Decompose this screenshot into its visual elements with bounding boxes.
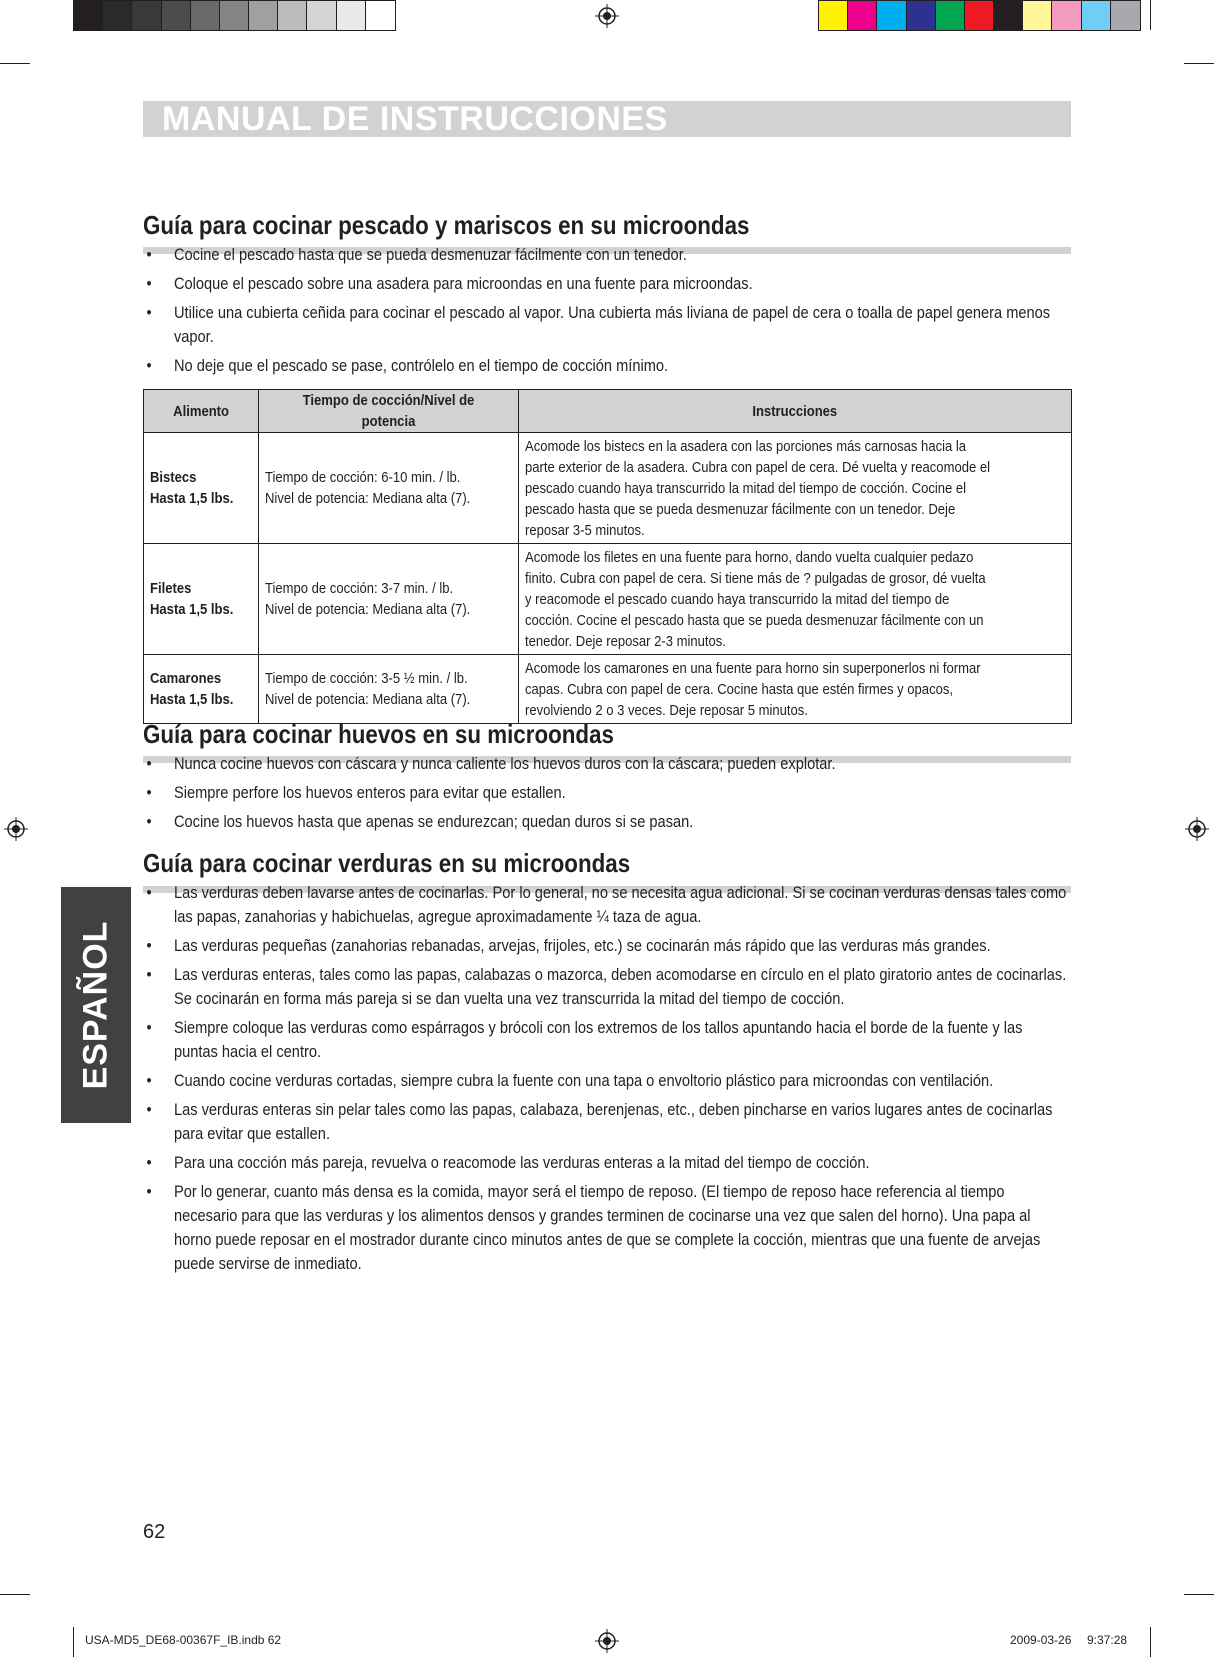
- time-cell: Tiempo de cocción: 3-7 min. / lb. Nivel de potencia: Mediana alta (7).: [258, 544, 518, 655]
- crop-mark: [73, 1627, 74, 1657]
- food-cell: Filetes Hasta 1,5 lbs.: [144, 544, 259, 655]
- time-cell: Tiempo de cocción: 6-10 min. / lb. Nivel de potencia: Mediana alta (7).: [258, 433, 518, 544]
- language-tab-label: ESPAÑOL: [76, 920, 115, 1090]
- list-item: • Siempre perfore los huevos enteros para evitar que estallen.: [143, 781, 1068, 805]
- crop-mark: [1184, 63, 1214, 64]
- color-swatch: [994, 1, 1023, 30]
- color-swatch: [191, 1, 220, 30]
- color-swatch: [278, 1, 307, 30]
- crop-mark: [1150, 0, 1151, 30]
- color-swatch: [337, 1, 366, 30]
- process-color-bar: [818, 0, 1141, 31]
- color-swatch: [103, 1, 132, 30]
- fish-cooking-table: [143, 389, 1072, 724]
- list-item: • Las verduras pequeñas (zanahorias rebanadas, arvejas, frijoles, etc.) se cocinarán más rápido que las verduras más grandes.: [143, 934, 1068, 958]
- instructions-cell: Acomode los filetes en una fuente para horno, dando vuelta cualquier pedazo finito. Cubra con papel de cera. Si tiene más de ? pulgadas de grosor, dé vuelta y reacomode el pescado cuando haya transcurrido la mitad del tiempo de cocción. Cocine el pescado hasta que se pueda desmenuzar fácilmente con un tenedor. Deje reposar 2-3 minutos.: [518, 544, 1071, 655]
- color-swatch: [1111, 1, 1140, 30]
- list-item: • Utilice una cubierta ceñida para cocinar el pescado al vapor. Una cubierta más liviana de papel de cera o toalla de papel genera menos vapor.: [143, 301, 1068, 349]
- table-header-row: [144, 390, 1072, 433]
- vegetable-section-heading: Guía para cocinar verduras en su microondas: [143, 848, 631, 878]
- color-swatch: [249, 1, 278, 30]
- registration-mark-icon: [4, 817, 28, 841]
- color-swatch: [936, 1, 965, 30]
- time-cell: Tiempo de cocción: 3-5 ½ min. / lb. Nivel de potencia: Mediana alta (7).: [258, 655, 518, 724]
- list-item: • Siempre coloque las verduras como espárragos y brócoli con los extremos de los tallos apuntando hacia el borde de la fuente y las puntas hacia el centro.: [143, 1016, 1068, 1064]
- table-row: [144, 433, 1072, 544]
- list-item: • Para una cocción más pareja, revuelva o reacomode las verduras enteras a la mitad del tiempo de cocción.: [143, 1151, 1068, 1175]
- fish-section-heading: Guía para cocinar pescado y mariscos en su microondas: [143, 210, 750, 240]
- list-item: • Cocine el pescado hasta que se pueda desmenuzar fácilmente con un tenedor.: [143, 243, 1068, 267]
- registration-mark-icon: [595, 1629, 619, 1653]
- column-header: Tiempo de cocción/Nivel de potencia: [258, 390, 518, 433]
- table-row: [144, 655, 1072, 724]
- table-row: [144, 544, 1072, 655]
- crop-mark: [1150, 1627, 1151, 1657]
- instructions-cell: Acomode los bistecs en la asadera con las porciones más carnosas hacia la parte exterior de la asadera. Cubra con papel de cera. Dé vuelta y reacomode el pescado cuando haya transcurrido la mitad del tiempo de cocción. Cocine el pescado hasta que se pueda desmenuzar fácilmente con un tenedor. Deje reposar 3-5 minutos.: [518, 433, 1071, 544]
- crop-mark: [0, 1594, 30, 1595]
- list-item: • Coloque el pescado sobre una asadera para microondas en una fuente para microondas.: [143, 272, 1068, 296]
- crop-mark: [1184, 1594, 1214, 1595]
- color-swatch: [965, 1, 994, 30]
- instructions-cell: Acomode los camarones en una fuente para horno sin superponerlos ni formar capas. Cubra con papel de cera. Cocine hasta que estén firmes y opacos, revolviendo 2 o 3 veces. Deje reposar 5 minutos.: [518, 655, 1071, 724]
- fish-tips-list: [143, 243, 1071, 378]
- column-header: Alimento: [144, 390, 259, 433]
- footer-time: 9:37:28: [1087, 1633, 1128, 1647]
- color-swatch: [1023, 1, 1052, 30]
- color-swatch: [1052, 1, 1081, 30]
- color-swatch: [1082, 1, 1111, 30]
- registration-mark-icon: [595, 4, 619, 28]
- color-swatch: [220, 1, 249, 30]
- list-item: • Las verduras deben lavarse antes de cocinarlas. Por lo general, no se necesita agua adicional. Si se cocinan verduras densas tales como las papas, zanahorias y habichuelas, agregue aproximadamente ¼ taza de agua.: [143, 881, 1068, 929]
- registration-mark-icon: [1185, 817, 1209, 841]
- food-cell: Bistecs Hasta 1,5 lbs.: [144, 433, 259, 544]
- list-item: • Cuando cocine verduras cortadas, siempre cubra la fuente con una tapa o envoltorio plástico para microondas con ventilación.: [143, 1069, 1068, 1093]
- list-item: • Las verduras enteras, tales como las papas, calabazas o mazorca, deben acomodarse en círculo en el plato giratorio antes de cocinarlas. Se cocinarán en forma más pareja si se dan vuelta una vez transcurrida la mitad del tiempo de cocción.: [143, 963, 1068, 1011]
- list-item: • No deje que el pescado se pase, contrólelo en el tiempo de cocción mínimo.: [143, 354, 1068, 378]
- footer-filename: USA-MD5_DE68-00367F_IB.indb 62: [85, 1633, 282, 1647]
- list-item: • Las verduras enteras sin pelar tales como las papas, calabaza, berenjenas, etc., deben pincharse en varios lugares antes de cocinarlas para evitar que estallen.: [143, 1098, 1068, 1146]
- crop-mark: [0, 63, 30, 64]
- color-swatch: [307, 1, 336, 30]
- list-item: • Cocine los huevos hasta que apenas se endurezcan; quedan duros si se pasan.: [143, 810, 1068, 834]
- column-header: Instrucciones: [518, 390, 1071, 433]
- list-item: • Nunca cocine huevos con cáscara y nunca caliente los huevos duros con la cáscara; pueden explotar.: [143, 752, 1068, 776]
- manual-title: MANUAL DE INSTRUCCIONES: [162, 100, 668, 138]
- vegetable-tips-list: [143, 881, 1071, 1276]
- page-number: 62: [143, 1521, 166, 1543]
- footer-date: 2009-03-26: [1010, 1633, 1072, 1647]
- color-swatch: [907, 1, 936, 30]
- color-swatch: [877, 1, 906, 30]
- egg-section-heading: Guía para cocinar huevos en su microondas: [143, 719, 614, 749]
- list-item: • Por lo generar, cuanto más densa es la comida, mayor será el tiempo de reposo. (El tiempo de reposo hace referencia al tiempo necesario para que las verduras y los alimentos densos y grandes terminen de cocinarse una vez que salen del horno). Una papa al horno puede reposar en el mostrador durante cinco minutos antes de que se complete la cocción, mientras que una fuente de arvejas puede servirse de inmediato.: [143, 1180, 1068, 1276]
- color-swatch: [74, 1, 103, 30]
- food-cell: Camarones Hasta 1,5 lbs.: [144, 655, 259, 724]
- grayscale-color-bar: [73, 0, 396, 31]
- color-swatch: [819, 1, 848, 30]
- color-swatch: [366, 1, 395, 30]
- color-swatch: [848, 1, 877, 30]
- color-swatch: [162, 1, 191, 30]
- color-swatch: [132, 1, 161, 30]
- egg-tips-list: [143, 752, 1071, 834]
